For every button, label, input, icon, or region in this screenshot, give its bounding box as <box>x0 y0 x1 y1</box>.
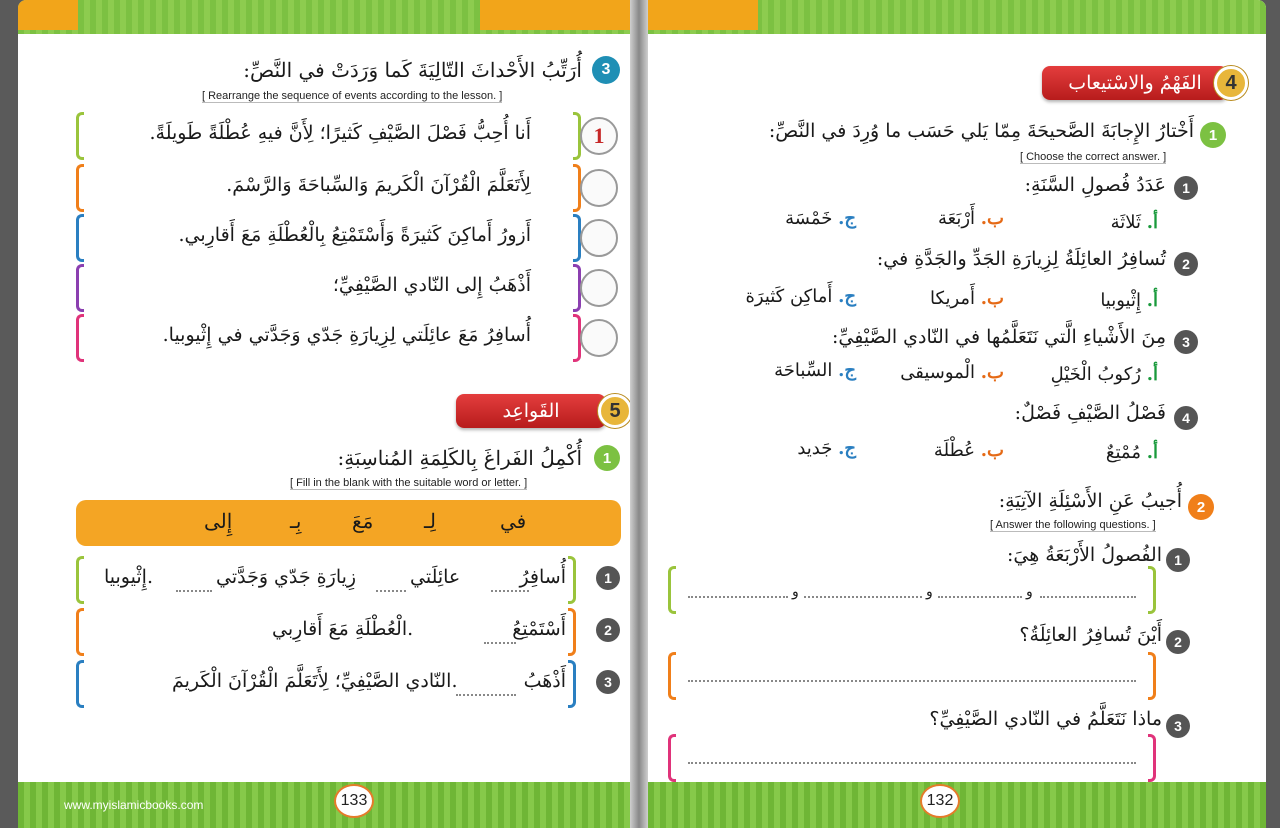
open-questions-instruction: أُجيبُ عَنِ الأَسْئِلَةِ الآتِيَةِ: <box>998 490 1182 512</box>
blank-line[interactable] <box>176 590 212 592</box>
open-number: 3 <box>1166 714 1190 738</box>
mcq-question: فَصْلُ الصَّيْفِ فَصْلٌ: <box>1014 402 1166 424</box>
open-question: ماذا نَتَعَلَّمُ في النّادي الصَّيْفِيِّ؟ <box>929 708 1162 730</box>
mcq-option-b[interactable]: ب. أَرْبَعَة <box>938 208 1004 229</box>
answer-line[interactable] <box>938 596 1022 598</box>
event-row-4 <box>76 264 581 312</box>
mcq-option-a[interactable]: أ. إِثْيوبيا <box>1100 290 1158 311</box>
item-number: 1 <box>596 566 620 590</box>
question-number-2: 2 <box>1188 494 1214 520</box>
answer-box-3 <box>668 734 1156 782</box>
word-bank <box>76 500 621 546</box>
mcq-option-c[interactable]: ج. جَديد <box>797 438 856 459</box>
mcq-option-b[interactable]: ب. عُطْلَة <box>933 440 1004 461</box>
question-number-1: 1 <box>594 445 620 471</box>
answer-line[interactable] <box>688 762 1136 764</box>
word-bank-item: لِـ <box>424 509 436 533</box>
event-row-2 <box>76 164 581 212</box>
mcq-option-a[interactable]: أ. مُمْتِعٌ <box>1105 442 1158 463</box>
book-gutter <box>630 0 648 828</box>
fill-instruction: أُكْمِلُ الفَراغَ بِالكَلِمَةِ المُناسِبَةِ: <box>337 446 582 470</box>
word-bank-item: إِلى <box>204 509 233 533</box>
order-blank-2[interactable] <box>580 169 618 207</box>
order-answer-1: 1 <box>580 117 618 155</box>
event-text: أَنا أُحِبُّ فَصْلَ الصَّيْفِ كَثيرًا؛ لِأَنَّ فيهِ عُطْلَةً طَويلَةً. <box>149 122 531 144</box>
answer-box-1: و و و <box>668 566 1156 614</box>
event-text: أَذْهَبُ إِلى النّادي الصَّيْفِيِّ؛ <box>332 274 531 296</box>
mcq-number: 1 <box>1174 176 1198 200</box>
fill-row-2: أَسْتَمْتِعُ الْعُطْلَةِ مَعَ أَقارِبي. <box>76 608 576 656</box>
question-number-1: 1 <box>1200 122 1226 148</box>
order-blank-4[interactable] <box>580 269 618 307</box>
item-number: 3 <box>596 670 620 694</box>
event-row-5 <box>76 314 581 362</box>
blank-line[interactable] <box>376 590 406 592</box>
open-question: الفُصولُ الأَرْبَعَةُ هِيَ: <box>1006 544 1162 566</box>
event-text: أَزورُ أَماكِنَ كَثيرَةً وَأَسْتَمْتِعُ بِالْعُطْلَةِ مَعَ أَقارِبي. <box>178 224 531 246</box>
section-4-banner: الفَهْمُ والاسْتيعاب <box>1042 66 1228 100</box>
section-3-title: أُرَتِّبُ الأَحْداثَ التّالِيَةَ كَما وَرَدَتْ في النَّصِّ: <box>243 58 582 82</box>
fill-row-1: أُسافِرُ عائِلَتي زِيارَةِ جَدّي وَجَدَّتي إِثْيوبيا. <box>76 556 576 604</box>
answer-line[interactable] <box>804 596 922 598</box>
mcq-instruction-english: [ Choose the correct answer. ] <box>1020 151 1167 163</box>
open-questions-english: [ Answer the following questions. ] <box>990 519 1156 531</box>
top-band <box>18 0 630 34</box>
fill-instruction-english: [ Fill in the blank with the suitable word or letter. ] <box>290 477 528 489</box>
page-number: 133 <box>334 784 374 818</box>
mcq-option-c[interactable]: ج. خَمْسَة <box>785 208 856 229</box>
answer-line[interactable] <box>688 680 1136 682</box>
open-number: 1 <box>1166 548 1190 572</box>
word-bank-item: في <box>500 509 527 533</box>
event-row-3 <box>76 214 581 262</box>
event-text: لِأَتَعَلَّمَ الْقُرْآنَ الْكَريمَ وَالسِّباحَةَ وَالرَّسْمَ. <box>226 174 531 196</box>
word-bank-item: مَعَ <box>352 509 374 533</box>
answer-line[interactable] <box>688 596 788 598</box>
mcq-option-a[interactable]: أ. ثَلاثَة <box>1110 212 1158 233</box>
mcq-option-c[interactable]: ج. السِّباحَة <box>774 360 856 381</box>
top-band <box>648 0 1266 34</box>
order-blank-3[interactable] <box>580 219 618 257</box>
section-number-5: 5 <box>598 394 630 428</box>
mcq-number: 4 <box>1174 406 1198 430</box>
mcq-option-a[interactable]: أ. رُكوبُ الْخَيْلِ <box>1050 364 1158 385</box>
section-5-banner: القَواعِد <box>456 394 606 428</box>
mcq-instruction: أَخْتارُ الإِجابَةَ الصَّحيحَةَ مِمّا يَلي حَسَب ما وُرِدَ في النَّصِّ: <box>768 120 1194 142</box>
open-number: 2 <box>1166 630 1190 654</box>
mcq-number: 3 <box>1174 330 1198 354</box>
mcq-option-b[interactable]: ب. الْموسيقى <box>900 362 1004 383</box>
answer-box-2 <box>668 652 1156 700</box>
mcq-option-b[interactable]: ب. أَمريكا <box>930 288 1004 309</box>
mcq-number: 2 <box>1174 252 1198 276</box>
page-132 <box>648 0 1266 828</box>
section-number-3: 3 <box>592 56 620 84</box>
blank-line[interactable] <box>491 590 529 592</box>
section-number-4: 4 <box>1214 66 1248 100</box>
word-bank-item: بِـ <box>290 509 302 533</box>
blank-line[interactable] <box>484 642 516 644</box>
fill-row-3: أَذْهَبُ النّادي الصَّيْفِيِّ؛ لِأَتَعَلَّمَ الْقُرْآنَ الْكَريمَ. <box>76 660 576 708</box>
mcq-question: مِنَ الأَشْياءِ الَّتي نَتَعَلَّمُها في النّادي الصَّيْفِيِّ: <box>832 326 1166 348</box>
answer-line[interactable] <box>1040 596 1136 598</box>
order-blank-5[interactable] <box>580 319 618 357</box>
mcq-option-c[interactable]: ج. أَماكِن كَثيرَة <box>745 286 856 307</box>
event-text: أُسافِرُ مَعَ عائِلَتي لِزِيارَةِ جَدّي وَجَدَّتي في إِثْيوبيا. <box>162 324 531 346</box>
page-133 <box>18 0 630 828</box>
open-question: أَيْنَ تُسافِرُ العائِلَةُ؟ <box>1019 624 1162 646</box>
mcq-question: عَدَدُ فُصولِ السَّنَةِ: <box>1024 174 1166 196</box>
page-number: 132 <box>920 784 960 818</box>
item-number: 2 <box>596 618 620 642</box>
website: www.myislamicbooks.com <box>64 798 204 812</box>
mcq-question: تُسافِرُ العائِلَةُ لِزِيارَةِ الجَدِّ والجَدَّةِ في: <box>876 248 1166 270</box>
blank-line[interactable] <box>456 694 516 696</box>
section-3-english: [ Rearrange the sequence of events according to the lesson. ] <box>202 90 503 102</box>
event-row-1 <box>76 112 581 160</box>
